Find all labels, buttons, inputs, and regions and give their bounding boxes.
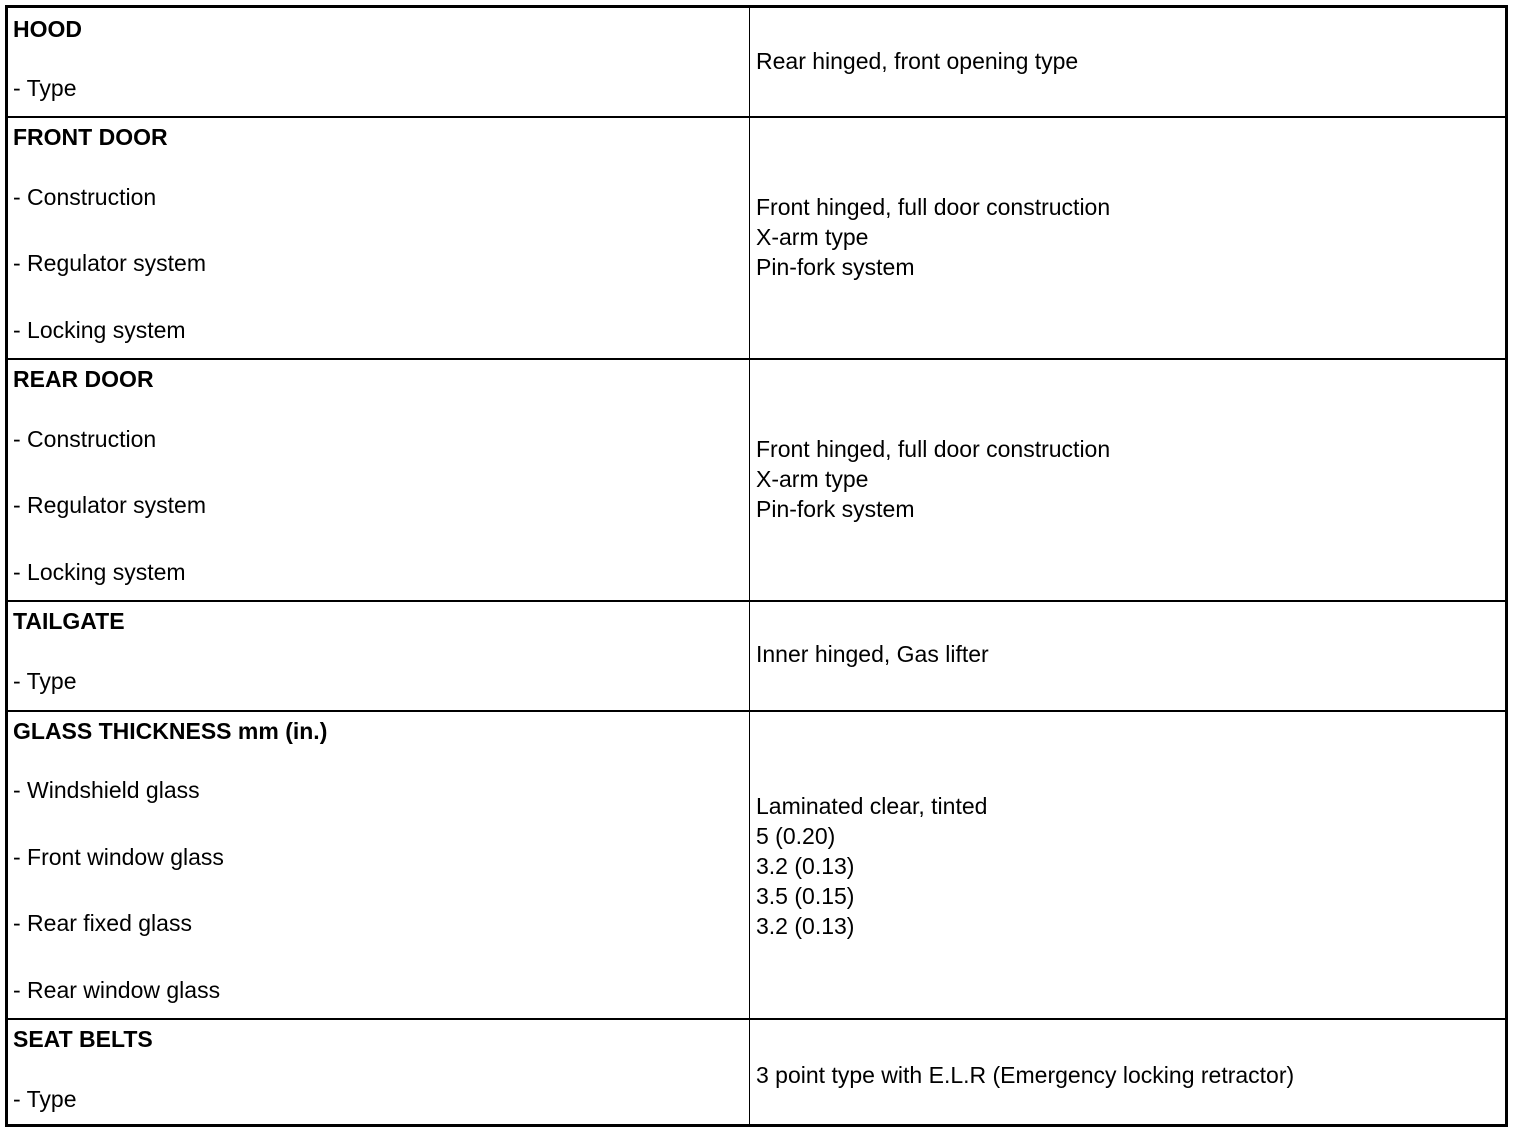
spec-item: - Type [13,668,77,694]
spec-value: 3.2 (0.13) [756,913,855,939]
spec-value-cell [750,360,1505,600]
spec-item: - Locking system [13,559,186,585]
spec-label-cell [8,8,749,116]
spec-value: 3 point type with E.L.R (Emergency locking retractor) [756,1062,1295,1088]
section-heading: REAR DOOR [13,366,154,392]
spec-row-glass-thickness [8,712,1505,1020]
spec-item: - Regulator system [13,492,207,518]
spec-value: Inner hinged, Gas lifter [756,641,989,667]
spec-item: - Construction [13,426,157,452]
spec-value: X-arm type [756,224,869,250]
spec-label-cell [8,602,749,710]
spec-item: - Rear window glass [13,977,221,1003]
spec-row-front-door [8,118,1505,360]
spec-value: 3.5 (0.15) [756,883,855,909]
spec-label-cell [8,712,749,1018]
spec-value: Front hinged, full door construction [756,436,1111,462]
spec-label-cell [8,118,749,358]
spec-item: - Construction [13,184,157,210]
spec-value-cell [750,712,1505,1018]
spec-value: Rear hinged, front opening type [756,48,1079,74]
spec-label-cell [8,1020,749,1124]
spec-value: 5 (0.20) [756,823,836,849]
spec-label-cell [8,360,749,600]
spec-item: - Type [13,1086,77,1112]
section-heading: GLASS THICKNESS mm (in.) [13,718,328,744]
spec-item: - Rear fixed glass [13,910,192,936]
spec-item: - Locking system [13,317,186,343]
spec-value-cell [750,1020,1505,1124]
spec-value-cell [750,602,1505,710]
spec-row-hood [8,8,1505,118]
spec-row-tailgate [8,602,1505,712]
section-heading: TAILGATE [13,608,125,634]
spec-value-cell [750,8,1505,116]
spec-value: X-arm type [756,466,869,492]
spec-value-cell [750,118,1505,358]
spec-table [5,5,1508,1127]
spec-value: 3.2 (0.13) [756,853,855,879]
spec-row-seat-belts [8,1020,1505,1124]
section-heading: FRONT DOOR [13,124,168,150]
spec-item: - Front window glass [13,844,224,870]
section-heading: HOOD [13,16,82,42]
spec-item: - Regulator system [13,250,207,276]
spec-value: Pin-fork system [756,496,915,522]
spec-value: Pin-fork system [756,254,915,280]
spec-value: Laminated clear, tinted [756,793,988,819]
spec-item: - Type [13,75,77,101]
section-heading: SEAT BELTS [13,1026,153,1052]
spec-item: - Windshield glass [13,777,200,803]
spec-row-rear-door [8,360,1505,602]
spec-value: Front hinged, full door construction [756,194,1111,220]
